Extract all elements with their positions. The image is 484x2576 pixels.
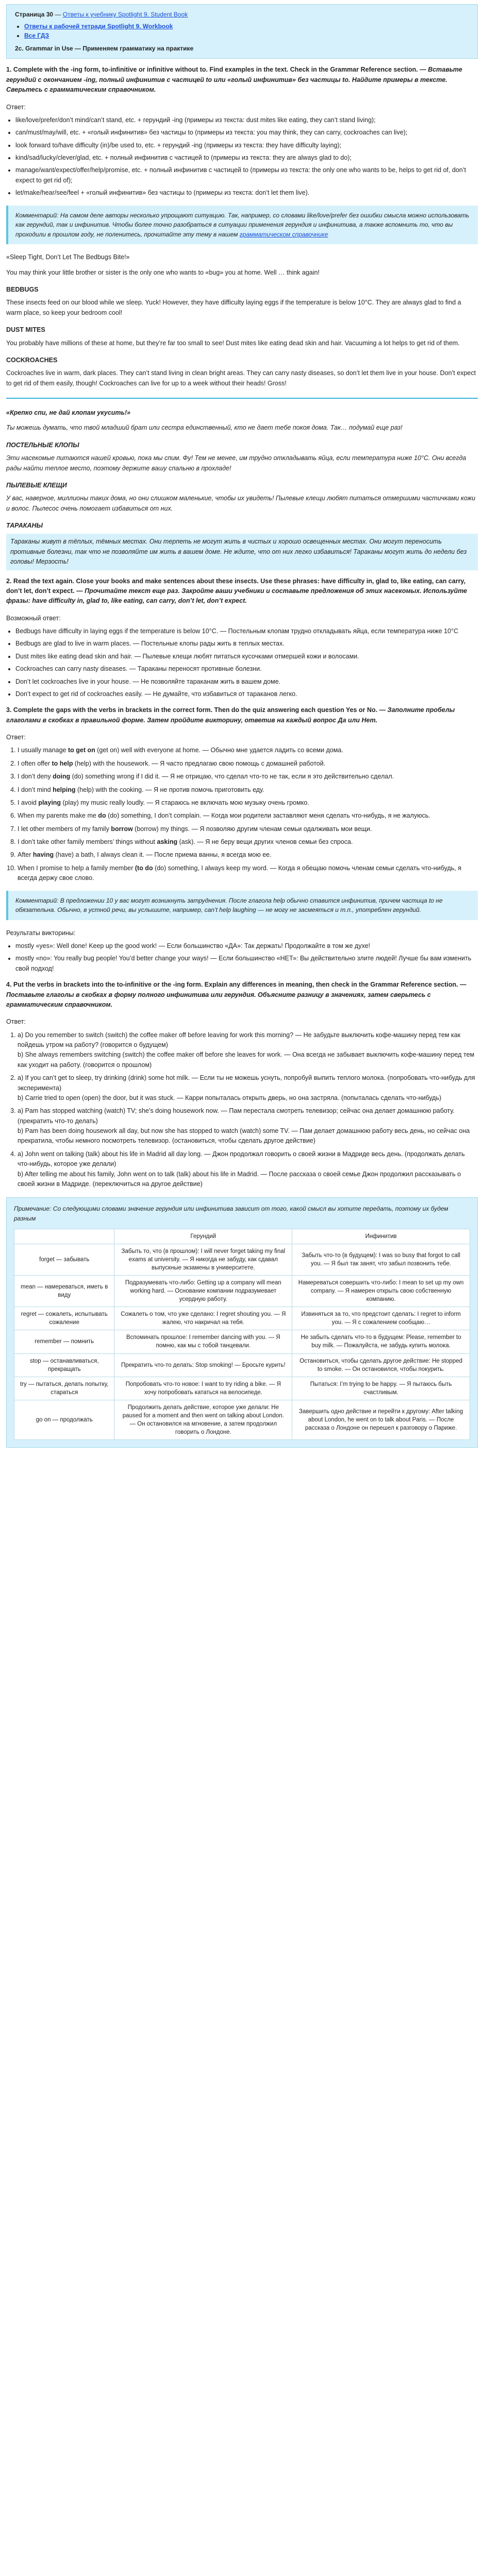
table-row — [14, 1330, 470, 1353]
task-number: 2. — [6, 577, 12, 585]
table-cell: Вспоминать прошлое: I remember dancing with you. — Я помню, как мы с тобой танцевали. — [114, 1330, 292, 1353]
list-item: 2. I often offer to help (help) with the housework. — Я часто предлагаю свою помощь с домашней работой. — [18, 759, 478, 769]
comment-box — [6, 206, 478, 245]
table-row — [14, 1377, 470, 1400]
paragraph-dust-mites: You probably have millions of these at home, but they’re far too small to see! Dust mites like eating dead skin and hair. Vacuuming a lot helps to get rid of them. — [6, 339, 460, 347]
table-cell: Сожалеть о том, что уже сделано: I regret shouting you. — Я жалею, что накричал на тебя. — [114, 1307, 292, 1330]
heading-dust-mites: DUST MITES — [6, 326, 45, 334]
table-cell: Забыть что-то (в будущем): I was so busy that forgot to call you. — Я был так занят, что забыл позвонить тебе. — [292, 1244, 470, 1275]
list-item: • manage/want/expect/offer/help/promise, etc. + полный инфинитив с частицей to (примеры из текста: the only one who wants to be, helps to get rid of, don’t expect to get rid of); — [15, 165, 478, 185]
list-item: 1. I usually manage to get on (get on) well with everyone at home. — Обычно мне удается ладить со всеми дома. — [18, 745, 478, 755]
page-header — [6, 4, 478, 59]
table-cell: remember — помнить — [14, 1330, 114, 1353]
list-item: • Dust mites like eating dead skin and hair. — Пылевые клещи любят питаться кусочками отмершей кожи и волосами. — [15, 652, 478, 662]
task-number: 4. — [6, 981, 12, 989]
table-cell: Подразумевать что-либо: Getting up a company will mean working hard. — Основание компании подразумевает усердную работу. — [114, 1275, 292, 1307]
paragraph-cockroaches: Cockroaches live in warm, dark places. They can’t stand living in clean bright areas. They can carry nasty diseases, so don’t let them live in your house. Don’t expect to get rid of them easily, though! Cockroaches can live for up to a week without their heads! Gross! — [6, 369, 476, 387]
task-instruction-en: Put the verbs in brackets into the to-infinitive or the -ing form. Explain any differences in meaning, then check in the Grammar Reference section. — [13, 981, 458, 989]
link-student-book[interactable]: Ответы к учебнику Spotlight 9. Student Book — [62, 11, 188, 18]
list-item: • Bedbugs have difficulty in laying eggs if the temperature is below 10°C. — Постельным клопам трудно откладывать яйца, если температура ниже 10°C — [15, 626, 478, 636]
list-item: 4. a) John went on talking (talk) about his life in Madrid all day long. — Джон продолжал говорить о своей жизни в Мадриде весь день. (продолжать делать что-нибудь, которое уже делали) b) After telling me about his family, John went on to talk (talk) about his life in Madrid. — После рассказа о своей семье Джон продолжил рассказывать о своей жизни в Мадриде. (переключиться на другое действие) — [18, 1149, 478, 1190]
text-title-ru: «Крепко спи, не дай клопам укусить!» — [6, 409, 131, 417]
task-1: 1. Complete with the -ing form, to-infinitive or infinitive without to. Find examples in the text. Check in the Grammar Reference section. — Вставьте герундий с окончанием -ing, полный инфинитив с частицей to или «голый инфинитив» без частицы to. Найдите примеры в тексте. Сверьтесь с грамматическим справочником. — [6, 66, 462, 94]
header-link-item — [24, 22, 469, 31]
table-cell: Пытаться: I’m trying to be happy. — Я пытаюсь быть счастливым. — [292, 1377, 470, 1400]
task-2: 2. Read the text again. Close your books and make sentences about these insects. Use these phrases: have difficulty in, glad to, like eating, can carry, don’t let, don’t expect. — Прочитайте текст еще раз. Закройте ваши учебники и составьте предложения об этих насекомых. Используйте фразы: have difficulty in, glad to, like eating, can carry, don’t let, don’t expect. — [6, 577, 468, 605]
table-cell: Забыть то, что (в прошлом): I will never forget taking my final exams at university. — Я никогда не забуду, как сдавал выпускные экзамены в университете. — [114, 1244, 292, 1275]
table-cell: Остановиться, чтобы сделать другое действие: He stopped to smoke. — Он остановился, чтобы покурить. — [292, 1353, 470, 1377]
link-grammar-reference[interactable]: грамматическом справочнике — [239, 230, 328, 238]
list-item: • Bedbugs are glad to live in warm places. — Постельные клопы рады жить в теплых местах. — [15, 639, 478, 649]
gerund-infinitive-table — [14, 1229, 470, 1440]
table-note: Примечание: Со следующими словами значение герундия или инфинитива зависит от того, какой смысл вы хотите передать, поэтому их будем разным — [14, 1205, 448, 1222]
list-item: 10. When I promise to help a family member (to do (do) something, I always keep my word. — Когда я обещаю помочь членам семьи сделать что-нибудь, я всегда держу свое слово. — [18, 863, 478, 884]
page — [6, 0, 478, 1458]
table-cell: Прекратить что-то делать: Stop smoking! — Бросьте курить! — [114, 1353, 292, 1377]
list-item: 7. I let other members of my family borrow (borrow) my things. — Я позволяю другим членам семьи одалживать мои вещи. — [18, 824, 478, 834]
task-instruction-ru: Поставьте глаголы в скобках в форму полного инфинитива или герундия. Объясните разницу в значениях, затем сверьтесь с грамматическим справочником. — [6, 991, 431, 1008]
table-cell: stop — останавливаться, прекращать — [14, 1353, 114, 1377]
list-item: 5. I avoid playing (play) my music really loudly. — Я стараюсь не включать мою музыку очень громко. — [18, 798, 478, 808]
table-cell: mean — намереваться, иметь в виду — [14, 1275, 114, 1307]
quiz-results-label: Результаты викторины: — [6, 929, 76, 937]
list-item: • look forward to/have difficulty (in)/be used to, etc. + герундий -ing (примеры из текста: they have difficulty laying); — [15, 141, 478, 150]
page-number: Страница 30 — [15, 11, 54, 18]
text-intro-ru: Ты можешь думать, что твой младший брат или сестра единственный, кто не дает тебе покоя дома. Так… подумай еще раз! — [6, 424, 403, 432]
paragraph-bedbugs-ru: Эти насекомые питаются нашей кровью, пока мы спим. Фу! Тем не менее, им трудно откладывать яйца, если температура ниже 10°С. Они всегда рады найти теплое место, поэтому держите вашу спальню в прохладе! — [6, 454, 466, 472]
gerund-infinitive-table-box — [6, 1197, 478, 1448]
task-4: 4. Put the verbs in brackets into the to-infinitive or the -ing form. Explain any differences in meaning, then check in the Grammar Reference section. — Поставьте глаголы в скобках в форму полного инфинитива или герундия. Объясните разницу в значениях, затем сверьтесь с грамматическим справочником. — [6, 981, 466, 1008]
list-item: • mostly «yes»: Well done! Keep up the good work! — Если большинство «ДА»: Так держать! Продолжайте в том же духе! — [15, 941, 478, 951]
comment-box: Комментарий: В предложении 10 у вас могут возникнуть затруднения. После глагола help обычно ставится инфинитив, причем частица to не обязательна. Обычно, в устной речи, вы услышите, например, can’t help laughing — не могу не засмеяться и т.п., употреблен герундий. — [6, 891, 478, 920]
task-3-answers — [18, 745, 478, 883]
text-title-en: «Sleep Tight, Don’t Let The Bedbugs Bite!» — [6, 253, 130, 261]
link-all-gdz[interactable]: Все ГДЗ — [24, 32, 49, 40]
table-header: Герундий — [114, 1229, 292, 1244]
list-item: 4. I don’t mind helping (help) with the cooking. — Я не против помочь приготовить еду. — [18, 785, 478, 795]
list-item: • Don’t expect to get rid of cockroaches easily. — Не думайте, что избавиться от тараканов легко. — [15, 689, 478, 699]
list-item: • mostly «no»: You really bug people! You’d better change your ways! — Если большинство «НЕТ»: Вы действительно злите людей! Лучше бы вам изменить свой подход! — [15, 954, 478, 974]
paragraph-cockroaches-ru: Тараканы живут в тёплых, тёмных местах. Они терпеть не могут жить в чистых и хорошо освещенных местах. Они могут переносить противные болезни, так что не позволяйте им жить в вашем доме. Не ждите, что от них легко избавиться! Тараканы могут жить до недели без головы! Мерзость! — [6, 534, 478, 570]
list-item: 9. After having (have) a bath, I always clean it. — После приема ванны, я всегда мою ее. — [18, 850, 478, 860]
link-workbook[interactable]: Ответы к рабочей тетради Spotlight 9. Workbook — [24, 22, 173, 30]
header-links — [24, 22, 469, 41]
task-instruction-ru: Заполните пробелы глаголами в скобках в правильной форме. Затем пройдите викторину, ответив на каждый вопрос Да или Нет. — [6, 706, 455, 724]
table-row — [14, 1244, 470, 1275]
table-header-row — [14, 1229, 470, 1244]
list-item: • like/love/prefer/don’t mind/can’t stand, etc. + герундий -ing (примеры из текста: dust mites like eating, they can’t stand living); — [15, 115, 478, 125]
list-item: • can/must/may/will, etc. + «голый инфинитив» без частицы to (примеры из текста: you may think, they can carry, cockroaches can live); — [15, 128, 478, 138]
list-item: 3. a) Pam has stopped watching (watch) TV; she’s doing housework now. — Пам перестала смотреть телевизор; сейчас она делает домашнюю работу. (прекратить что-то делать) b) Pam has been doing housework all day, but now she has stopped to watch (watch) some TV. — Пам делает домашнюю работу весь день, но сейчас она прекратила, чтобы немного посмотреть телевизор. (остановиться, чтобы сделать другое действие) — [18, 1106, 478, 1146]
task-3: 3. Complete the gaps with the verbs in brackets in the correct form. Then do the quiz answering each question Yes or No. — Заполните пробелы глаголами в скобках в правильной форме. Затем пройдите викторину, ответив на каждый вопрос Да или Нет. — [6, 706, 455, 724]
task-instruction-en: Complete with the -ing form, to-infinitive or infinitive without to. Find examples in the text. Check in the Grammar Reference section. — [13, 66, 418, 74]
table-cell: Попробовать что-то новое: I want to try riding a bike. — Я хочу попробовать кататься на велосипеде. — [114, 1377, 292, 1400]
table-row — [14, 1400, 470, 1439]
paragraph-dust-mites-ru: У вас, наверное, миллионы таких дома, но они слишком маленькие, чтобы их увидеть! Пылевые клещи любят питаться отмершими частичками кожи и волос. Пылесос очень помогает избавиться от них. — [6, 495, 476, 512]
list-item: • let/make/hear/see/feel + «голый инфинитив» без частицы to (примеры из текста: don’t let them live). — [15, 188, 478, 198]
heading-cockroaches-ru: ТАРАКАНЫ — [6, 522, 43, 530]
list-item: • kind/sad/lucky/clever/glad, etc. + полный инфинитив с частицей to (примеры из текста: they are always glad to do); — [15, 153, 478, 163]
task-1-answers — [15, 115, 478, 198]
table-row — [14, 1307, 470, 1330]
header-nav: Страница 30 — Ответы к учебнику Spotlight 9. Student Book — [15, 11, 188, 18]
list-item: 2. a) If you can’t get to sleep, try drinking (drink) some hot milk. — Если ты не можешь уснуть, попробуй выпить теплого молока. (попробовать что-нибудь для эксперимента) b) Carrie tried to open (open) the door, but it was stuck. — Карри попыталась открыть дверь, но она застряла. (попыталась сделать что-нибудь) — [18, 1073, 478, 1103]
list-item: 8. I don’t take other family members’ things without asking (ask). — Я не беру вещи других членов семьи без спроса. — [18, 837, 478, 847]
table-cell: regret — сожалеть, испытывать сожаление — [14, 1307, 114, 1330]
heading-bedbugs-ru: ПОСТЕЛЬНЫЕ КЛОПЫ — [6, 441, 79, 449]
answer-label: Возможный ответ: — [6, 614, 61, 622]
task-number: 1. — [6, 66, 12, 74]
table-cell: forget — забывать — [14, 1244, 114, 1275]
heading-dust-mites-ru: ПЫЛЕВЫЕ КЛЕЩИ — [6, 481, 67, 489]
answer-label: Ответ: — [6, 734, 26, 741]
table-cell: Не забыть сделать что-то в будущем: Please, remember to buy milk. — Пожалуйста, не забудь купить молока. — [292, 1330, 470, 1353]
paragraph-bedbugs: These insects feed on our blood while we sleep. Yuck! However, they have difficulty laying eggs if the temperature is below 10°C. They are always glad to find a warm place, so keep your bedroom cool! — [6, 299, 461, 316]
list-item: • Don’t let cockroaches live in your house. — Не позволяйте тараканам жить в вашем доме. — [15, 677, 478, 687]
table-row — [14, 1275, 470, 1307]
answer-label: Ответ: — [6, 103, 26, 111]
table-row — [14, 1353, 470, 1377]
task-2-answers — [15, 626, 478, 699]
table-cell: Продолжить делать действие, которое уже делали: He paused for a moment and then went on talking about London. — Он остановился на мгновение, а затем продолжил говорить о Лондоне. — [114, 1400, 292, 1439]
table-cell: Извиняться за то, что предстоит сделать: I regret to inform you. — Я с сожалением сообщаю… — [292, 1307, 470, 1330]
task-instruction-ru: Вставьте герундий с окончанием -ing, полный инфинитив с частицей to или «голый инфинитив» без частицы to. Найдите примеры в тексте. Сверьтесь с грамматическим справочником. — [6, 66, 462, 94]
list-item: 3. I don’t deny doing (do) something wrong if I did it. — Я не отрицаю, что сделал что-то не так, если я это действительно сделал. — [18, 772, 478, 782]
text-intro-en: You may think your little brother or sister is the only one who wants to «bug» you at home. Well … think again! — [6, 268, 320, 276]
answer-label: Ответ: — [6, 1018, 26, 1026]
table-cell: Намереваться совершить что-либо: I mean to set up my own company. — Я намерен открыть свою собственную компанию. — [292, 1275, 470, 1307]
heading-cockroaches: COCKROACHES — [6, 356, 58, 364]
task-instruction-en: Read the text again. Close your books and make sentences about these insects. Use these phrases: have difficulty in, glad to, like eating, can carry, don’t let, don’t expect. — [6, 577, 466, 595]
table-header: Инфинитив — [292, 1229, 470, 1244]
section-title: 2c. Grammar in Use — Применяем грамматику на практике — [15, 44, 194, 52]
comment-text: Комментарий: На самом деле авторы несколько упрощают ситуацию. Так, например, со словами like/love/prefer без ошибки смысла можно использовать как герундий, так и инфинитив. Чтобы более точно разобраться в ситуации применения герундия и инфинитива, а также вспомнить то, что вы проходили в прошлом году, не поленитесь, прочитайте эту тему в нашем — [15, 211, 470, 238]
quiz-results — [15, 941, 478, 974]
table-header — [14, 1229, 114, 1244]
task-instruction-ru: Прочитайте текст еще раз. Закройте ваши учебники и составьте предложения об этих насекомых. Используйте фразы: have difficulty in, glad to, like eating, can carry, don’t let, don’t expect. — [6, 587, 468, 605]
divider — [6, 398, 478, 399]
task-number: 3. — [6, 706, 12, 714]
heading-bedbugs: BEDBUGS — [6, 286, 39, 294]
header-link-item — [24, 31, 469, 41]
list-item: 6. When my parents make me do (do) something, I don’t complain. — Когда мои родители заставляют меня сделать что-нибудь, я не жалуюсь. — [18, 811, 478, 821]
task-4-answers — [18, 1030, 478, 1190]
list-item: 1. a) Do you remember to switch (switch) the coffee maker off before leaving for work this morning? — Не забудьте выключить кофе-машину перед тем как пойдешь утром на работу? (говорится о будущем) b) She always remembers switching (switch) the coffee maker off before she leaves for work. — Она всегда не забывает выключить кофе-машину перед тем как уходит на работу. (говорится о прошлом) — [18, 1030, 478, 1071]
table-cell: go on — продолжать — [14, 1400, 114, 1439]
table-cell: Завершить одно действие и перейти к другому: After talking about London, he went on to talk about Paris. — После рассказа о Лондоне он перешел к разговору о Париже. — [292, 1400, 470, 1439]
table-cell: try — пытаться, делать попытку, стараться — [14, 1377, 114, 1400]
task-instruction-en: Complete the gaps with the verbs in brackets in the correct form. Then do the quiz answering each question Yes or No. — [13, 706, 378, 714]
list-item: • Cockroaches can carry nasty diseases. — Тараканы переносят противные болезни. — [15, 664, 478, 674]
